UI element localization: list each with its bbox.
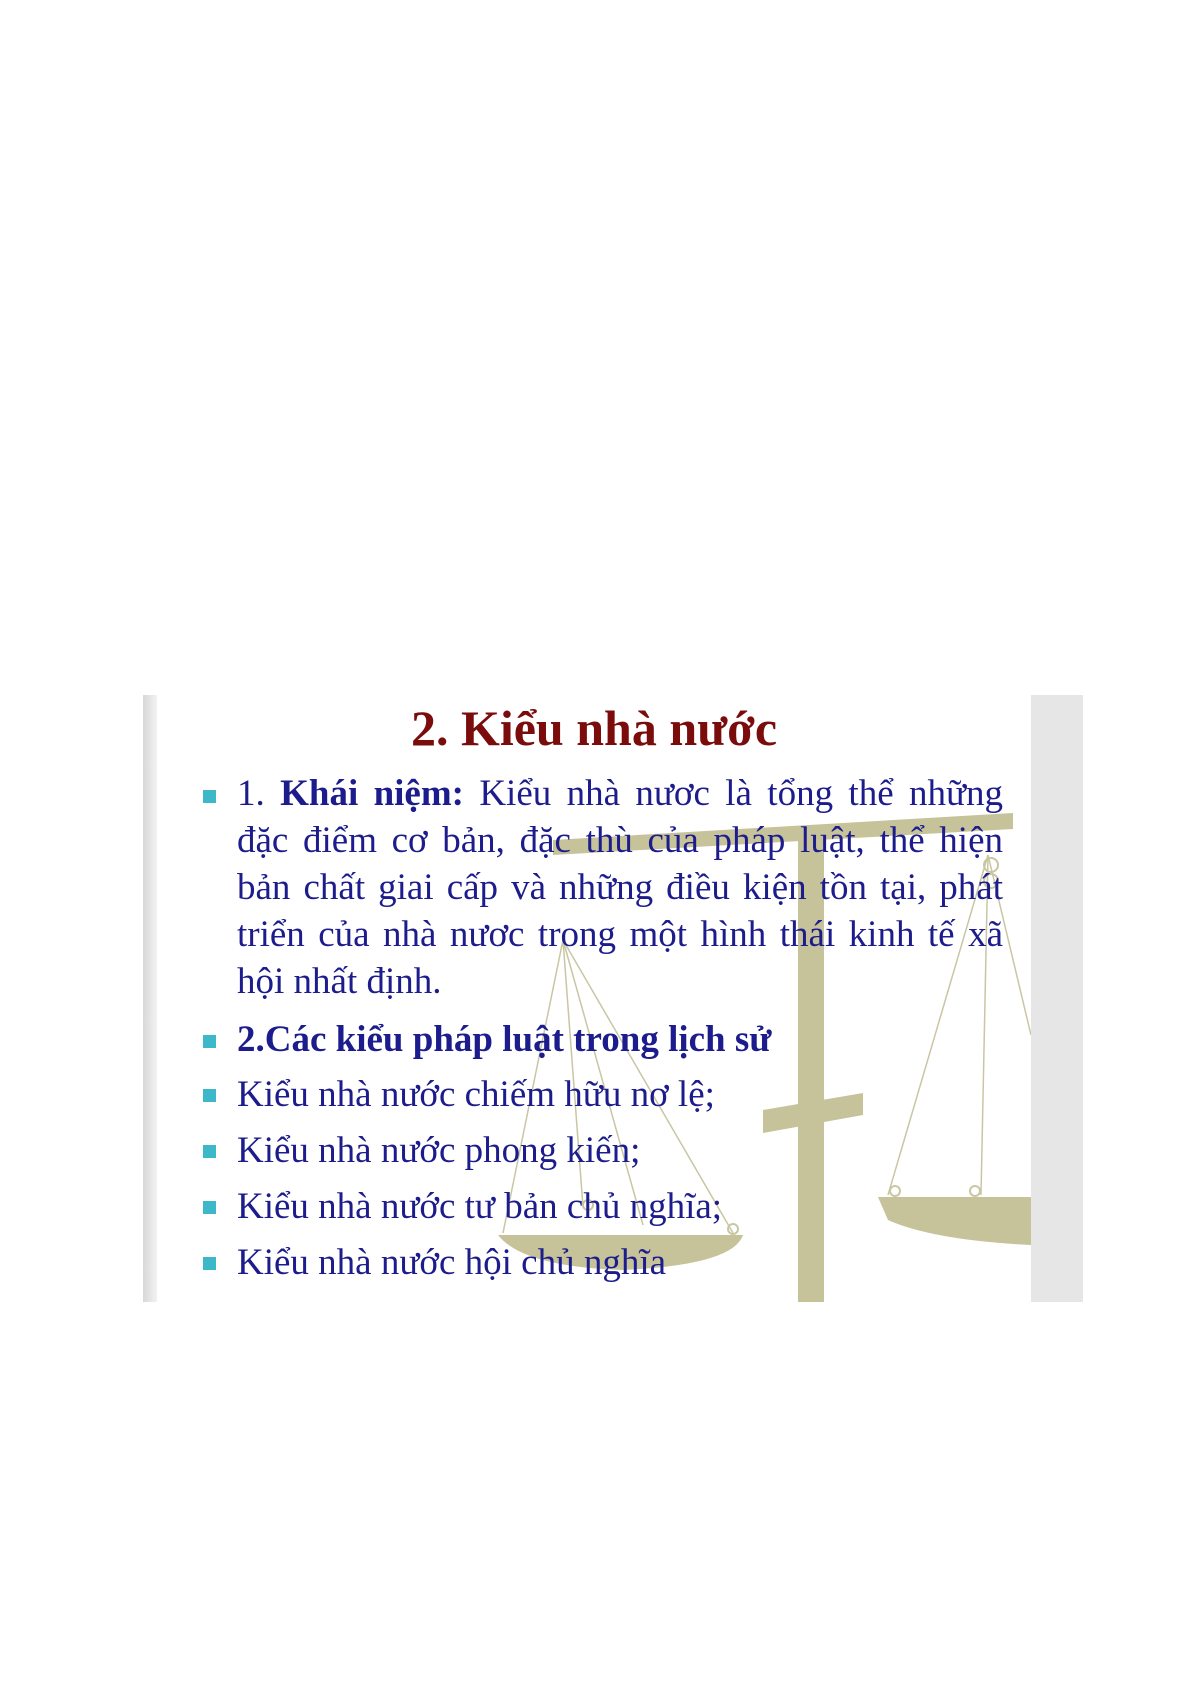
list-item xyxy=(203,1235,1003,1291)
type-item-text: Kiểu nhà nước chiếm hữu nơ lệ; xyxy=(237,1074,715,1115)
slide xyxy=(143,695,1083,1302)
concept-text: Kiểu nhà nươc là tổng thể những đặc điểm cơ bản, đặc thù của pháp luật, thể hiện bản chất giai cấp và những điều kiện tồn tại, phát triển của nhà nươc trong một hình thái kinh tế xã hội nhất định. xyxy=(237,773,1004,1002)
type-item-text: Kiểu nhà nước hội chủ nghĩa xyxy=(237,1242,667,1283)
square-bullet-icon xyxy=(203,1201,216,1214)
square-bullet-icon xyxy=(203,1145,216,1158)
types-heading: 2.Các kiểu pháp luật trong lịch sử xyxy=(237,1019,772,1060)
square-bullet-icon xyxy=(203,790,216,803)
list-item xyxy=(203,1067,1003,1123)
list-item xyxy=(203,1123,1003,1179)
concept-bullet xyxy=(203,770,1003,1005)
list-item xyxy=(203,1179,1003,1235)
concept-label: Khái niệm: xyxy=(280,773,464,814)
slide-right-band xyxy=(1031,695,1083,1302)
type-item-text: Kiểu nhà nước phong kiến; xyxy=(237,1130,641,1171)
square-bullet-icon xyxy=(203,1035,216,1048)
concept-number: 1. xyxy=(237,773,281,814)
type-item-text: Kiểu nhà nước tư bản chủ nghĩa; xyxy=(237,1186,723,1227)
types-heading-bullet xyxy=(203,1013,1003,1067)
bullet-list xyxy=(203,770,1003,1291)
slide-title: 2. Kiểu nhà nước xyxy=(410,700,778,756)
square-bullet-icon xyxy=(203,1089,216,1102)
square-bullet-icon xyxy=(203,1257,216,1270)
